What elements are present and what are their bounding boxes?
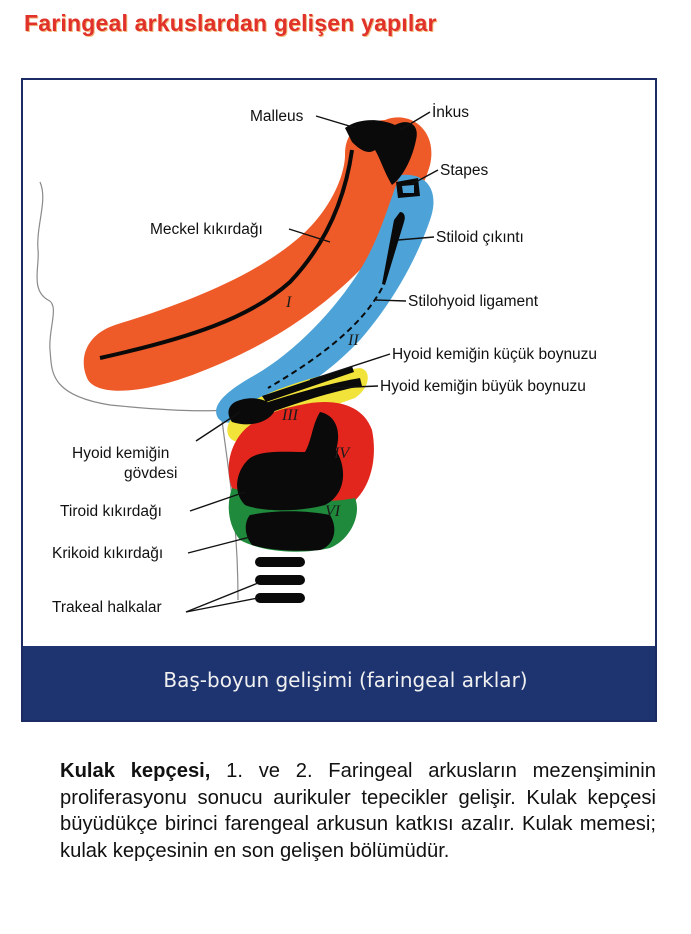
arch-numeral-3: III (282, 407, 298, 424)
tracheal-ring (255, 575, 305, 585)
page-title: Faringeal arkuslardan gelişen yapılar (24, 10, 437, 36)
label-hyoid-buyuk: Hyoid kemiğin büyük boynuzu (380, 378, 586, 395)
tracheal-ring (255, 557, 305, 567)
label-hyoid-govde-line2: gövdesi (124, 465, 178, 482)
body-paragraph (60, 758, 656, 864)
label-stiloid: Stiloid çıkıntı (436, 229, 524, 246)
label-tiroid: Tiroid kıkırdağı (60, 503, 162, 520)
label-malleus: Malleus (250, 108, 304, 125)
label-trakeal: Trakeal halkalar (52, 599, 162, 616)
arch-numeral-1: I (286, 294, 292, 311)
cricoid-cartilage (246, 511, 335, 551)
label-meckel: Meckel kıkırdağı (150, 221, 263, 238)
label-stapes: Stapes (440, 162, 489, 179)
paragraph-body: 1. ve 2. Faringeal arkusların mezenşiminin proliferasyonu sonucu aurikuler tepecikler gelişir. Kulak kepçesi büyüdükçe birinci farengeal arkusun katkısı azalır. Kulak memesi; kulak kepçesinin en son gelişen bölümüdür. (60, 760, 656, 862)
paragraph-lead: Kulak kepçesi, (60, 760, 211, 782)
figure-caption: Baş-boyun gelişimi (faringeal arklar) (163, 668, 528, 692)
label-hyoid-govde-line1: Hyoid kemiğin (72, 445, 170, 462)
arch-numeral-2: II (348, 332, 359, 349)
label-inkus: İnkus (432, 104, 470, 121)
label-stilohyoid: Stilohyoid ligament (408, 293, 539, 310)
label-hyoid-kucuk: Hyoid kemiğin küçük boynuzu (392, 346, 598, 363)
arch-numeral-4: IV (334, 445, 350, 462)
label-krikoid: Krikoid kıkırdağı (52, 545, 164, 562)
tracheal-ring (255, 593, 305, 603)
arch-numeral-6: VI (325, 503, 341, 520)
